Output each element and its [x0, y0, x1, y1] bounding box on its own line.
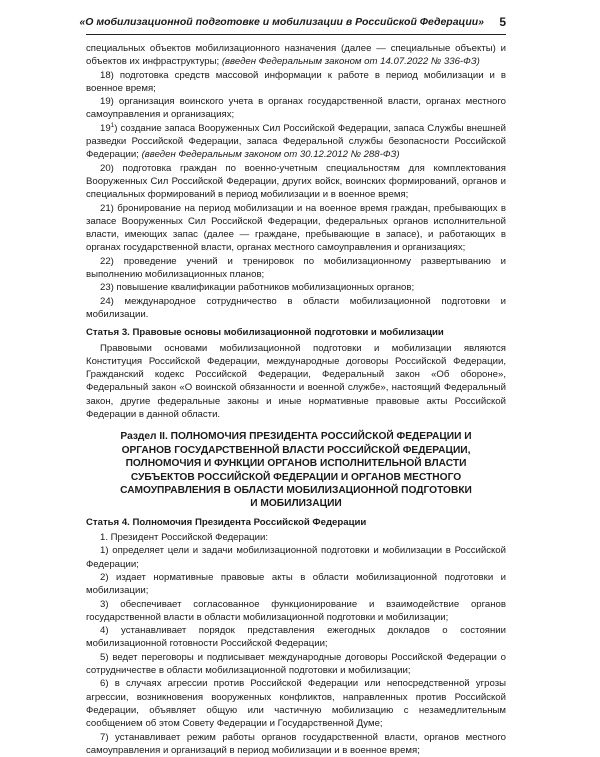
list-item-23: 23) повышение квалификации работников мобилизационных органов;: [86, 281, 506, 294]
page-body: [86, 42, 506, 757]
list-item-21: 21) бронирование на период мобилизации и на военное время граждан, пребывающих в запасе Вооруженных Сил Российской Федерации, федеральных органов исполнительной власти, имеющих запас (далее — граждане, пребывающие в запасе), и работающих в органах государственной власти, органах местного самоуправления и организациях;: [86, 202, 506, 255]
article-3-title: Статья 3. Правовые основы мобилизационной подготовки и мобилизации: [86, 326, 506, 339]
list-item-20: 20) подготовка граждан по военно-учетным специальностям для комплектования Вооруженных Сил Российской Федерации, других войск, воинских формирований, органов и специальных формирований в период мобилизации и в военное время;: [86, 162, 506, 202]
list-item-24: 24) международное сотрудничество в области мобилизационной подготовки и мобилизации.: [86, 295, 506, 322]
article-4-item-3: 3) обеспечивает согласованное функционирование и взаимодействие органов государственной власти в области мобилизационной подготовки и мобилизации;: [86, 598, 506, 625]
list-item-18: 18) подготовка средств массовой информации к работе в период мобилизации и в военное время;: [86, 69, 506, 96]
article-4-item-7: 7) устанавливает режим работы органов государственной власти, органов местного самоуправления и организаций в период мобилизации и в военное время;: [86, 731, 506, 757]
paragraph-intro: [86, 42, 506, 69]
amendment-note: (введен Федеральным законом от 14.07.2022 № 336-ФЗ): [222, 56, 480, 67]
paragraph-intro-text: специальных объектов мобилизационного назначения (далее — специальные объекты) и объектов их инфраструктуры;: [86, 43, 506, 67]
item-number: 19: [100, 123, 111, 134]
article-4-item-5: 5) ведет переговоры и подписывает международные договоры Российской Федерации о сотрудничестве в области мобилизационной подготовки и мобилизации;: [86, 651, 506, 678]
page-number: 5: [499, 15, 506, 29]
article-4-item-6: 6) в случаях агрессии против Российской Федерации или непосредственной угрозы агрессии, возникновения вооруженных конфликтов, направленных против Российской Федерации, объявляет общую или частичную мобилизацию с незамедлительным сообщением об этом Совету Федерации и Государственной Думе;: [86, 677, 506, 730]
article-4-item-2: 2) издает нормативные правовые акты в области мобилизационной подготовки и мобилизации;: [86, 571, 506, 598]
running-header: [86, 14, 506, 35]
article-4-title: Статья 4. Полномочия Президента Российской Федерации: [86, 516, 506, 529]
header-title: «О мобилизационной подготовке и мобилизации в Российской Федерации»: [79, 16, 484, 28]
article-4-item-4: 4) устанавливает порядок представления ежегодных докладов о состоянии мобилизационной готовности Российской Федерации;: [86, 624, 506, 651]
list-item-19-1: [86, 122, 506, 162]
article-3-text: Правовыми основами мобилизационной подготовки и мобилизации являются Конституция Российской Федерации, международные договоры Российской Федерации, Гражданский кодекс Российской Федерации, Федеральный закон «Об обороне», Федеральный закон «О воинской обязанности и военной службе», настоящий Федеральный закон, другие федеральные законы и иные нормативные правовые акты Российской Федерации в данной области.: [86, 342, 506, 422]
item-superscript: 1: [111, 122, 115, 129]
section-2-title: Раздел II. ПОЛНОМОЧИЯ ПРЕЗИДЕНТА РОССИЙСКОЙ ФЕДЕРАЦИИ И ОРГАНОВ ГОСУДАРСТВЕННОЙ ВЛАСТИ РОССИЙСКОЙ ФЕДЕРАЦИИ, ПОЛНОМОЧИЯ И ФУНКЦИИ ОРГАНОВ ИСПОЛНИТЕЛЬНОЙ ВЛАСТИ СУБЪЕКТОВ РОССИЙСКОЙ ФЕДЕРАЦИИ И ОРГАНОВ МЕСТНОГО САМОУПРАВЛЕНИЯ В ОБЛАСТИ МОБИЛИЗАЦИОННОЙ ПОДГОТОВКИ И МОБИЛИЗАЦИИ: [116, 430, 476, 510]
article-4-clause-1: 1. Президент Российской Федерации:: [86, 531, 506, 544]
amendment-note: (введен Федеральным законом от 30.12.2012 № 288-ФЗ): [142, 149, 400, 160]
article-4-item-1: 1) определяет цели и задачи мобилизационной подготовки и мобилизации в Российской Федерации;: [86, 544, 506, 571]
item-text: ) создание запаса Вооруженных Сил Российской Федерации, запаса Службы внешней разведки Российской Федерации, запаса Федеральной службы безопасности Российской Федерации;: [86, 123, 506, 161]
list-item-22: 22) проведение учений и тренировок по мобилизационному развертыванию и выполнению мобилизационных планов;: [86, 255, 506, 282]
list-item-19: 19) организация воинского учета в органах государственной власти, органах местного самоуправления и организациях;: [86, 95, 506, 122]
